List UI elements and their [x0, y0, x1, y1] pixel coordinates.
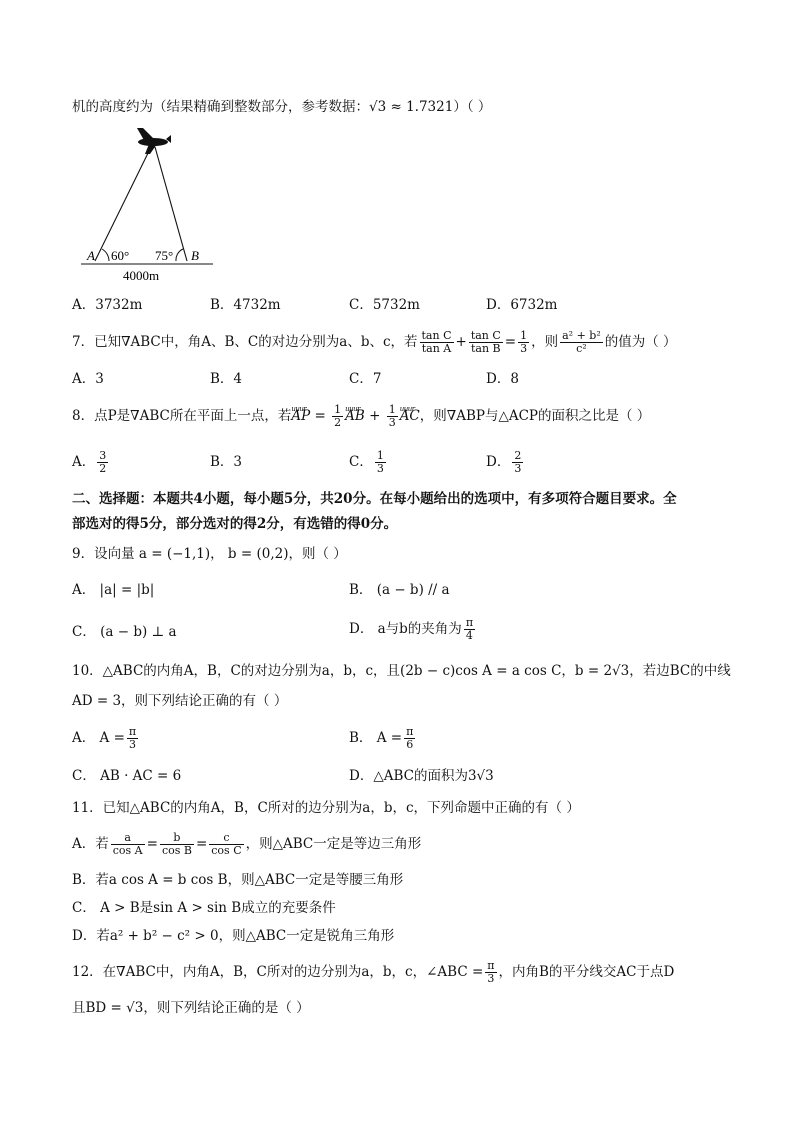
q6-option-c: C．5732m — [349, 297, 420, 313]
q10-option-d: D．△ABC的面积为3√3 — [349, 768, 494, 784]
q8-option-b: B．3 — [210, 454, 243, 470]
q8-stem: 8．点P是∇ABC所在平面上一点，若uuur AP = $\frac{1}{2}$ uuur AB + $\frac{1}{3}$ uuur AC，则∇ABP与△ACP的面积之比是（ ） — [72, 404, 650, 429]
q12-stem-cont: 且BD = √3，则下列结论正确的是（ ） — [72, 1000, 310, 1016]
section-2-heading-cont: 部选对的得5分，部分选对的得2分，有选错的得0分。 — [72, 516, 398, 532]
angle-b-label: 75° — [155, 248, 174, 263]
sight-line-b — [155, 147, 187, 261]
q10-option-b: B． A = $\frac{\pi}{6}$ — [349, 725, 414, 751]
q11-option-d: D．若a² + b² − c² > 0，则△ABC一定是锐角三角形 — [72, 928, 395, 944]
angle-arc-a — [102, 249, 109, 261]
q6-option-b: B．4732m — [210, 297, 281, 313]
vector-ap: uuur AP — [291, 408, 310, 424]
q10-option-c: C． AB · AC = 6 — [72, 768, 182, 784]
vector-ac: uuur AC — [400, 408, 420, 424]
q11-option-c: C． A > B是sin A > sin B成立的充要条件 — [72, 900, 336, 916]
q7-option-a: A．3 — [72, 371, 104, 387]
q9-stem: 9．设向量 a = (−1,1)， b = (0,2)，则（ ） — [72, 546, 347, 562]
q9-option-c: C． (a − b) ⊥ a — [72, 624, 177, 640]
q10-option-a: A． A = $\frac{\pi}{3}$ — [72, 725, 137, 751]
angle-arc-b — [176, 249, 183, 261]
q6-stem-continuation: 机的高度约为（结果精确到整数部分，参考数据：√3 ≈ 1.7321）（ ） — [72, 99, 492, 115]
q10-stem-cont: AD = 3，则下列结论正确的有（ ） — [72, 693, 288, 709]
q6-option-a: A．3732m — [72, 297, 143, 313]
q8-option-d: D． $\frac{2}{3}$ — [486, 449, 522, 475]
q12-stem: 12．在∇ABC中，内角A，B，C所对的边分别为a，b，c，∠ABC = $\frac{\pi}{3}$ ，内角B的平分线交AC于点D — [72, 959, 675, 985]
q7-frac-2: $\frac{\text{tan C}}{\text{tan B}}$ — [470, 329, 501, 355]
q8-frac-1: $\frac{1}{2}$ — [334, 403, 342, 429]
q9-option-b: B． (a − b) // a — [349, 582, 450, 598]
q6-option-d: D．6732m — [486, 297, 558, 313]
q7-frac-3: $\frac{1}{3}$ — [520, 329, 528, 355]
airplane-angle-diagram — [75, 125, 225, 285]
q7-lead: 7．已知∇ABC中，角A、B、C的对边分别为a、b、c，若 — [72, 334, 418, 350]
q7-option-b: B．4 — [210, 371, 243, 387]
q11-stem: 11．已知△ABC的内角A，B，C所对的边分别为a，b，c，下列命题中正确的有（ ） — [72, 800, 580, 816]
q7-stem: 7．已知∇ABC中，角A、B、C的对边分别为a、b、c，若 $\frac{\text{tan C}}{\text{tan A}}$ + $\frac{\text{tan C}}{\text{tan B}}$ = $\frac{1}{3}$ ，则 $\frac{\text{a² + b²}}{\text{c²}}$ 的值为（ ） — [72, 329, 677, 355]
point-a-label: A — [87, 248, 95, 263]
q9-option-a: A． |a| = |b| — [72, 582, 155, 598]
q8-frac-2: $\frac{1}{3}$ — [388, 403, 396, 429]
section-2-heading: 二、选择题：本题共4小题，每小题5分，共20分。在每小题给出的选项中，有多项符合题目要求。全 — [72, 491, 677, 507]
q8-option-a: A． $\frac{3}{2}$ — [72, 449, 107, 475]
q9-option-d: D． a与b的夹角为 $\frac{\pi}{4}$ — [349, 616, 474, 642]
q8-option-c: C． $\frac{1}{3}$ — [349, 449, 384, 475]
point-b-label: B — [191, 248, 199, 263]
vector-ab: uuur AB — [345, 408, 365, 424]
distance-label: 4000m — [123, 268, 160, 283]
q7-option-d: D．8 — [486, 371, 519, 387]
airplane-icon — [137, 128, 171, 154]
sight-line-a — [95, 147, 151, 261]
q10-stem: 10．△ABC的内角A，B，C的对边分别为a，b，c，且(2b − c)cos A = a cos C，b = 2√3，若边BC的中线 — [72, 663, 731, 679]
q7-frac-4: $\frac{\text{a² + b²}}{\text{c²}}$ — [562, 329, 601, 355]
q7-frac-1: $\frac{\text{tan C}}{\text{tan A}}$ — [421, 329, 452, 355]
angle-a-label: 60° — [111, 248, 130, 263]
q11-option-a: A．若 $\frac{a}{\text{cos A}}$ = $\frac{b}{\text{cos B}}$ = $\frac{c}{\text{cos C}}$ ，则△ABC一定是等边三角形 — [72, 831, 422, 857]
q7-option-c: C．7 — [349, 371, 382, 387]
q11-option-b: B．若a cos A = b cos B，则△ABC一定是等腰三角形 — [72, 872, 404, 888]
